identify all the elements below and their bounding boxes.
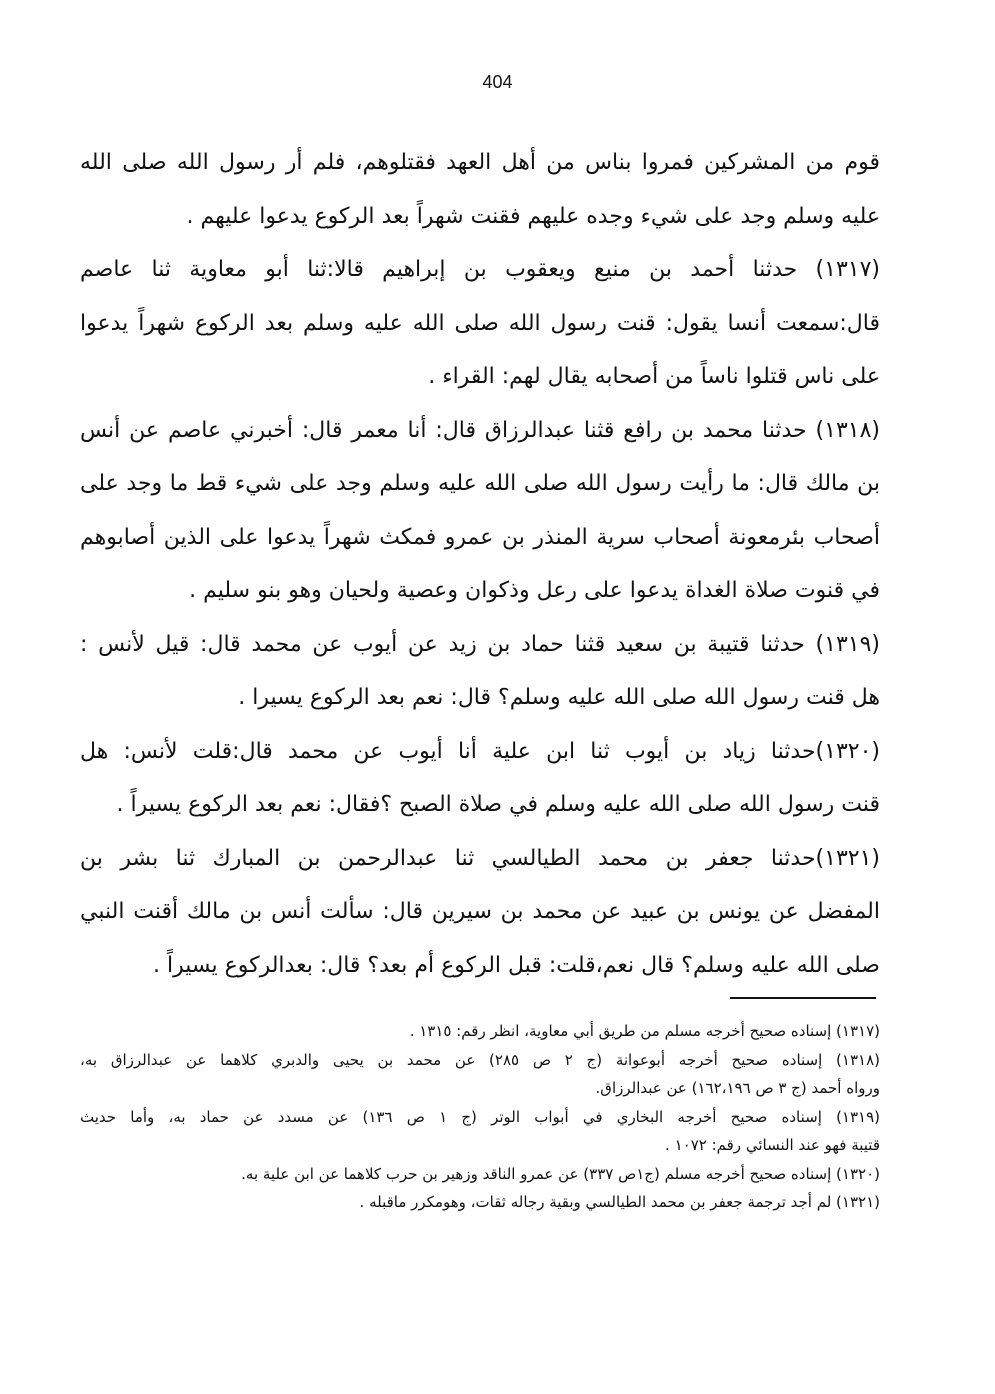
- text-line: المفضل عن يونس بن عبيد عن محمد بن سيرين قال: سألت أنس بن مالك أقنت النبي: [80, 899, 880, 924]
- text-line: بن مالك قال: ما رأيت رسول الله صلى الله عليه وسلم وجد على شيء قط ما وجد على: [80, 471, 880, 496]
- footnote-line: (١٣١٨) إسناده صحيح أخرجه أبوعوانة (ج ٢ ص ٢٨٥) عن محمد بن يحيى والدبري كلاهما عن عبدالرزاق به،: [80, 1050, 880, 1069]
- footnote-line: قتيبة فهو عند النسائي رقم: ١٠٧٢ .: [665, 1136, 880, 1154]
- text-line: (١٣١٩) حدثنا قتيبة بن سعيد قثنا حماد بن زيد عن أيوب عن محمد قال: قيل لأنس :: [80, 631, 880, 657]
- text-line: على ناس قتلوا ناساً من أصحابه يقال لهم: القراء .: [428, 364, 880, 389]
- page-number: 404: [482, 72, 513, 92]
- text-line: قوم من المشركين فمروا بناس من أهل العهد فقتلوهم، فلم أر رسول الله صلى الله: [80, 150, 880, 175]
- footnote-line: ورواه أحمد (ج ٣ ص ١٦٢،١٩٦) عن عبدالرزاق.: [595, 1079, 880, 1097]
- text-line: قنت رسول الله صلى الله عليه وسلم في صلاة الصبح ؟فقال: نعم بعد الركوع يسيراً .: [116, 792, 880, 817]
- footnote-separator: [730, 997, 876, 999]
- text-line: (١٣٢١)حدثنا جعفر بن محمد الطيالسي ثنا عبدالرحمن بن المبارك ثنا بشر بن: [80, 845, 880, 871]
- footnote-line: (١٣١٩) إسناده صحيح أخرجه البخاري في أبواب الوتر (ج ١ ص ١٣٦) عن مسدد عن حماد به، وأما حديث: [80, 1107, 881, 1126]
- text-line: (١٣٢٠)حدثنا زياد بن أيوب ثنا ابن علية أنا أيوب عن محمد قال:قلت لأنس: هل: [80, 738, 880, 764]
- text-line: (١٣١٨) حدثنا محمد بن رافع قثنا عبدالرزاق قال: أنا معمر قال: أخبرني عاصم عن أنس: [80, 417, 880, 443]
- text-line: أصحاب بئرمعونة أصحاب سرية المنذر بن عمرو فمكث شهراً يدعوا على الذين أصابوهم: [80, 524, 880, 550]
- footnote-line: (١٣٢١) لم أجد ترجمة جعفر بن محمد الطيالسي وبقية رجاله ثقات، وهومكرر ماقبله .: [359, 1193, 880, 1211]
- main-text: [80, 136, 880, 992]
- text-line: (١٣١٧) حدثنا أحمد بن منيع ويعقوب بن إبراهيم قالا:ثنا أبو معاوية ثنا عاصم: [80, 257, 880, 282]
- text-line: قال:سمعت أنسا يقول: قنت رسول الله صلى الله عليه وسلم بعد الركوع شهراً يدعوا: [80, 310, 880, 336]
- text-line: عليه وسلم وجد على شيء وجده عليهم فقنت شهراً بعد الركوع يدعوا عليهم .: [186, 203, 880, 229]
- text-line: هل قنت رسول الله صلى الله عليه وسلم؟ قال: نعم بعد الركوع يسيرا .: [238, 685, 880, 710]
- text-line: في قنوت صلاة الغداة يدعوا على رعل وذكوان وعصية ولحيان وهو بنو سليم .: [189, 578, 880, 603]
- text-line: صلى الله عليه وسلم؟ قال نعم،قلت: قبل الركوع أم بعد؟ قال: بعدالركوع يسيراً .: [153, 952, 880, 978]
- footnotes: [80, 1017, 880, 1217]
- footnote-line: (١٣٢٠) إسناده صحيح أخرجه مسلم (ج١ص ٣٣٧) عن عمرو الناقد وزهير بن حرب كلاهما عن ابن علية به.: [241, 1164, 880, 1183]
- footnote-line: (١٣١٧) إسناده صحيح أخرجه مسلم من طريق أبي معاوية، انظر رقم: ١٣١٥ .: [409, 1022, 880, 1040]
